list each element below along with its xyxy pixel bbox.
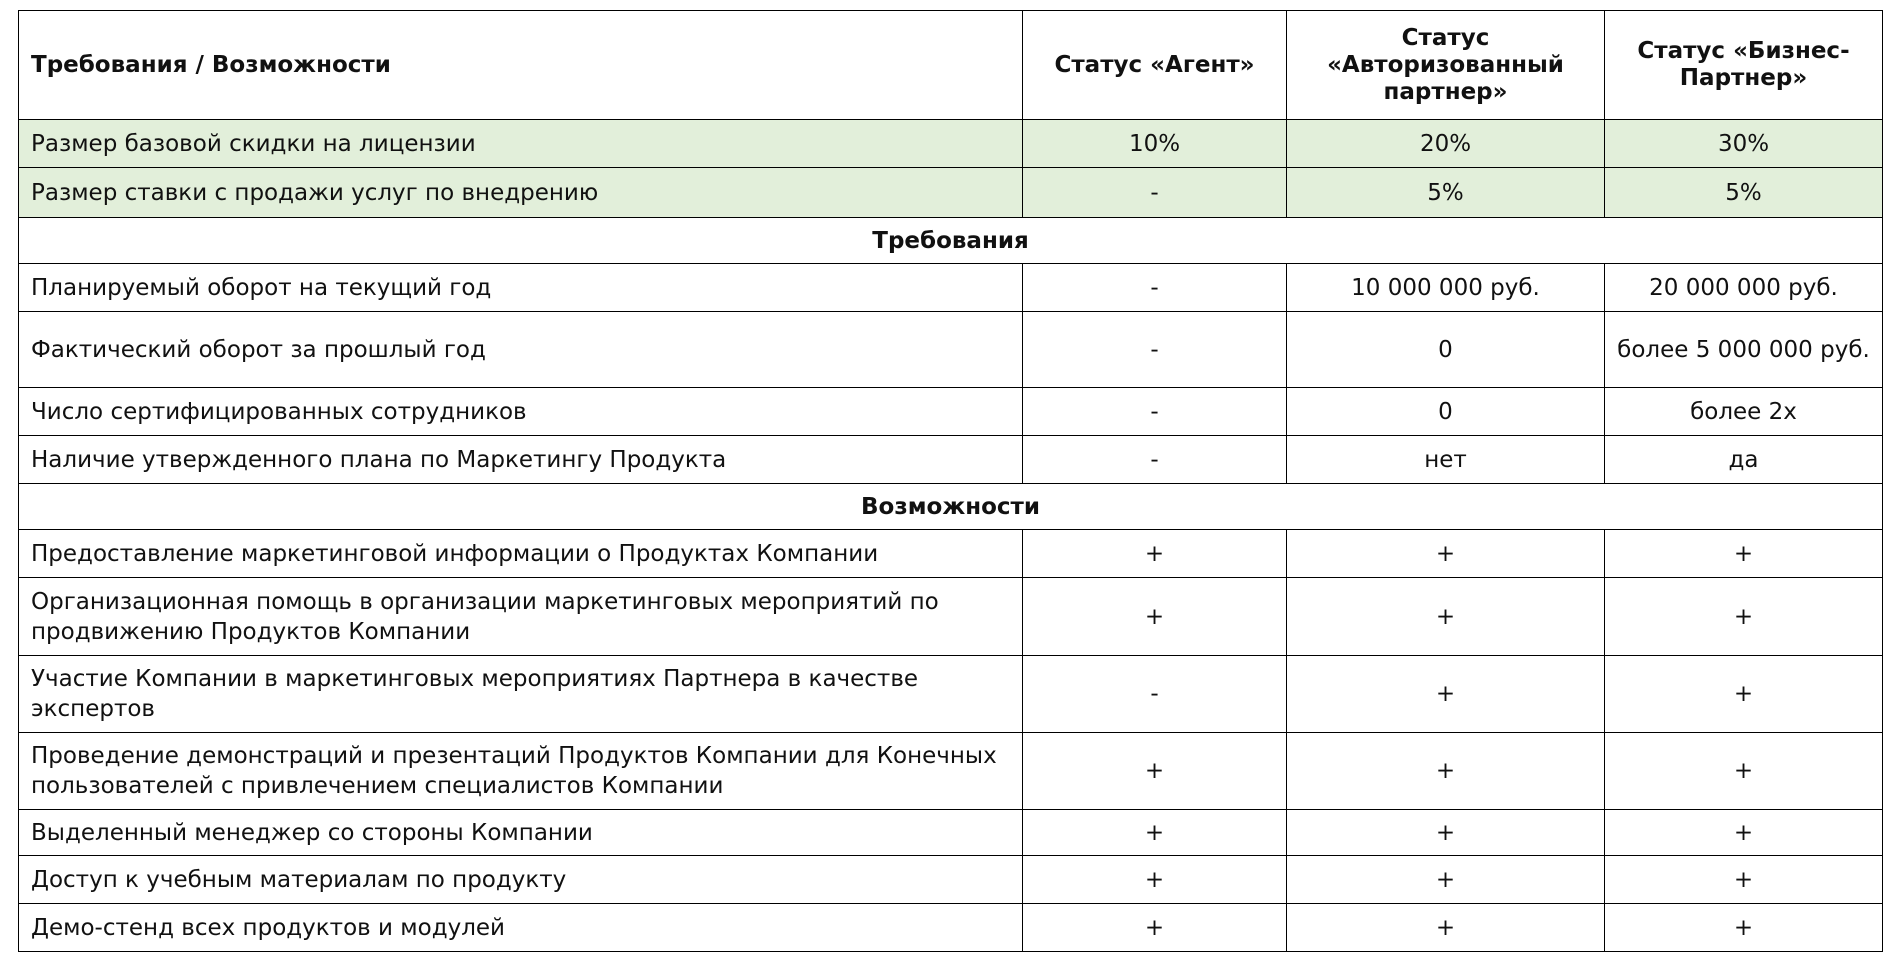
cell-business: + — [1605, 578, 1883, 656]
row-label: Выделенный менеджер со стороны Компании — [19, 810, 1023, 856]
table-row — [19, 436, 1883, 484]
cell-authorized: 5% — [1287, 168, 1605, 218]
cell-business: + — [1605, 856, 1883, 904]
cell-business: 5% — [1605, 168, 1883, 218]
partner-status-table-container — [18, 10, 1882, 952]
row-label: Размер базовой скидки на лицензии — [19, 120, 1023, 168]
section-row-capabilities — [19, 484, 1883, 530]
table-row — [19, 530, 1883, 578]
cell-authorized: + — [1287, 810, 1605, 856]
cell-authorized: 0 — [1287, 312, 1605, 388]
table-row — [19, 120, 1883, 168]
section-title-requirements: Требования — [19, 218, 1883, 264]
table-row — [19, 856, 1883, 904]
row-label: Демо-стенд всех продуктов и модулей — [19, 904, 1023, 952]
table-row — [19, 312, 1883, 388]
cell-business: + — [1605, 810, 1883, 856]
cell-agent: - — [1023, 436, 1287, 484]
cell-authorized: нет — [1287, 436, 1605, 484]
cell-authorized: + — [1287, 733, 1605, 810]
table-row — [19, 388, 1883, 436]
row-label: Участие Компании в маркетинговых мероприятиях Партнера в качестве экспертов — [19, 656, 1023, 733]
row-label: Проведение демонстраций и презентаций Продуктов Компании для Конечных пользователей с привлечением специалистов Компании — [19, 733, 1023, 810]
header-status-authorized-partner: Статус «Авторизованный партнер» — [1287, 11, 1605, 120]
cell-agent: + — [1023, 733, 1287, 810]
table-row — [19, 656, 1883, 733]
cell-business: да — [1605, 436, 1883, 484]
cell-agent: - — [1023, 388, 1287, 436]
cell-business: более 2х — [1605, 388, 1883, 436]
cell-agent: - — [1023, 312, 1287, 388]
cell-business: + — [1605, 733, 1883, 810]
cell-agent: + — [1023, 856, 1287, 904]
cell-agent: + — [1023, 904, 1287, 952]
cell-agent: - — [1023, 168, 1287, 218]
cell-authorized: 10 000 000 руб. — [1287, 264, 1605, 312]
cell-agent: 10% — [1023, 120, 1287, 168]
row-label: Число сертифицированных сотрудников — [19, 388, 1023, 436]
cell-agent: + — [1023, 530, 1287, 578]
cell-business: + — [1605, 904, 1883, 952]
cell-authorized: + — [1287, 578, 1605, 656]
cell-agent: - — [1023, 264, 1287, 312]
cell-agent: + — [1023, 810, 1287, 856]
cell-authorized: + — [1287, 530, 1605, 578]
table-row — [19, 264, 1883, 312]
row-label: Фактический оборот за прошлый год — [19, 312, 1023, 388]
section-title-capabilities: Возможности — [19, 484, 1883, 530]
cell-authorized: + — [1287, 856, 1605, 904]
table-row — [19, 904, 1883, 952]
cell-business: + — [1605, 656, 1883, 733]
row-label: Организационная помощь в организации маркетинговых мероприятий по продвижению Продуктов Компании — [19, 578, 1023, 656]
cell-agent: + — [1023, 578, 1287, 656]
row-label: Доступ к учебным материалам по продукту — [19, 856, 1023, 904]
cell-authorized: 20% — [1287, 120, 1605, 168]
header-status-business-partner: Статус «Бизнес-Партнер» — [1605, 11, 1883, 120]
table-row — [19, 578, 1883, 656]
cell-authorized: 0 — [1287, 388, 1605, 436]
cell-authorized: + — [1287, 656, 1605, 733]
cell-authorized: + — [1287, 904, 1605, 952]
cell-business: + — [1605, 530, 1883, 578]
row-label: Предоставление маркетинговой информации о Продуктах Компании — [19, 530, 1023, 578]
cell-business: 20 000 000 руб. — [1605, 264, 1883, 312]
partner-status-table — [18, 10, 1883, 952]
header-status-agent: Статус «Агент» — [1023, 11, 1287, 120]
row-label: Размер ставки с продажи услуг по внедрению — [19, 168, 1023, 218]
section-row-requirements — [19, 218, 1883, 264]
table-header-row — [19, 11, 1883, 120]
cell-business: более 5 000 000 руб. — [1605, 312, 1883, 388]
row-label: Наличие утвержденного плана по Маркетингу Продукта — [19, 436, 1023, 484]
header-requirements: Требования / Возможности — [19, 11, 1023, 120]
cell-agent: - — [1023, 656, 1287, 733]
table-row — [19, 733, 1883, 810]
row-label: Планируемый оборот на текущий год — [19, 264, 1023, 312]
cell-business: 30% — [1605, 120, 1883, 168]
table-row — [19, 168, 1883, 218]
table-row — [19, 810, 1883, 856]
